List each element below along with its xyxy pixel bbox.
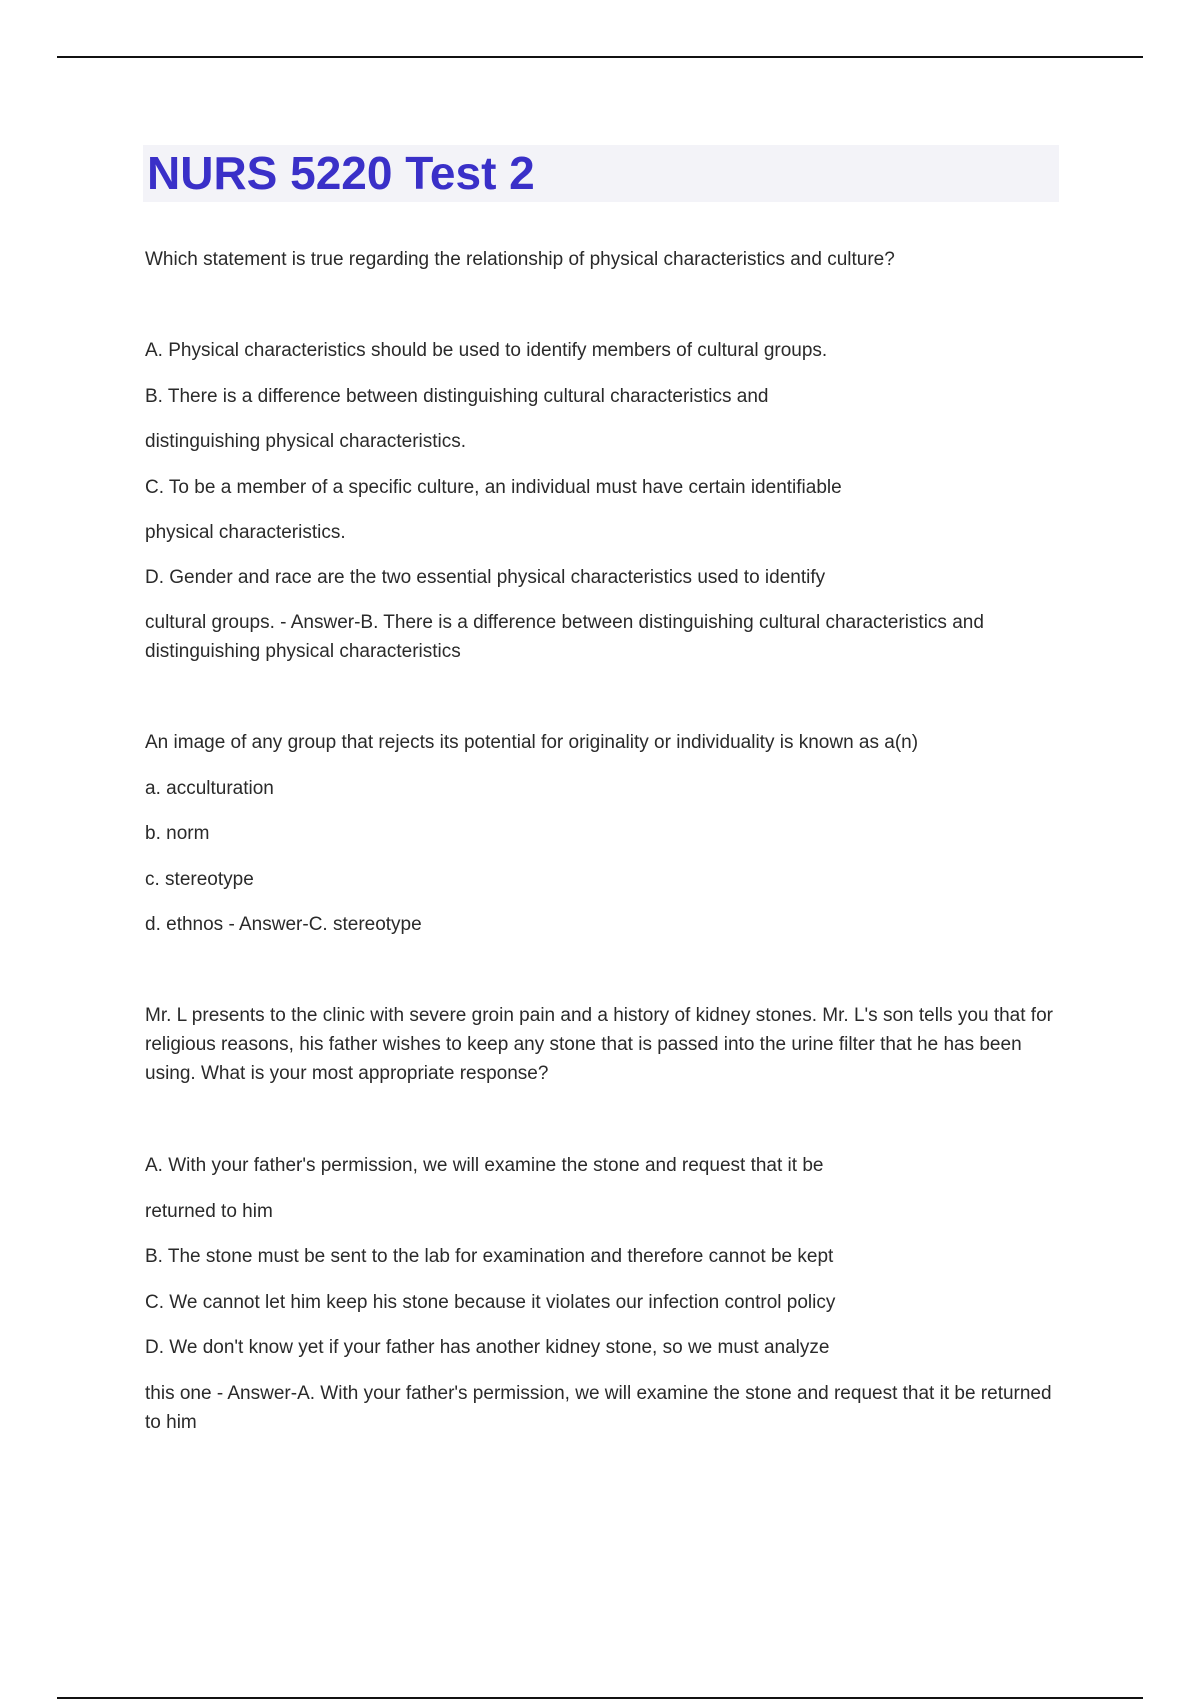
title-band [143,145,1059,202]
question-2-line: c. stereotype [145,869,254,890]
question-3-line: C. We cannot let him keep his stone because it violates our infection control policy [145,1292,836,1313]
question-3-line: returned to him [145,1201,273,1222]
question-1-answer: cultural groups. - Answer-B. There is a difference between distinguishing cultural characteristics and distinguishing physical characteristics [145,612,984,662]
question-1-line: A. Physical characteristics should be used to identify members of cultural groups. [145,340,828,361]
page-title: NURS 5220 Test 2 [147,147,535,199]
bottom-rule [57,1697,1143,1699]
question-1-line: C. To be a member of a specific culture, an individual must have certain identifiable [145,477,842,498]
question-2-line: b. norm [145,823,210,844]
question-1-stem: Which statement is true regarding the relationship of physical characteristics and culture? [145,249,895,270]
question-2-answer: d. ethnos - Answer-C. stereotype [145,914,422,935]
question-1-line: B. There is a difference between distinguishing cultural characteristics and [145,386,769,407]
top-rule [57,56,1143,58]
question-2-stem: An image of any group that rejects its potential for originality or individuality is known as a(n) [145,732,919,753]
question-3-stem: Mr. L presents to the clinic with severe groin pain and a history of kidney stones. Mr. L's son tells you that for religious reasons, his father wishes to keep any stone that is passed into the urine filter that he has been using. What is your most appropriate response? [145,1005,1053,1084]
question-1-line: physical characteristics. [145,522,346,543]
question-3-answer: this one - Answer-A. With your father's permission, we will examine the stone and request that it be returned to him [145,1383,1052,1433]
question-1-line: D. Gender and race are the two essential physical characteristics used to identify [145,567,826,588]
question-2-line: a. acculturation [145,778,274,799]
question-3-line: A. With your father's permission, we will examine the stone and request that it be [145,1155,824,1176]
question-3-line: D. We don't know yet if your father has another kidney stone, so we must analyze [145,1337,830,1358]
question-3-line: B. The stone must be sent to the lab for examination and therefore cannot be kept [145,1246,834,1267]
question-1-line: distinguishing physical characteristics. [145,431,467,452]
